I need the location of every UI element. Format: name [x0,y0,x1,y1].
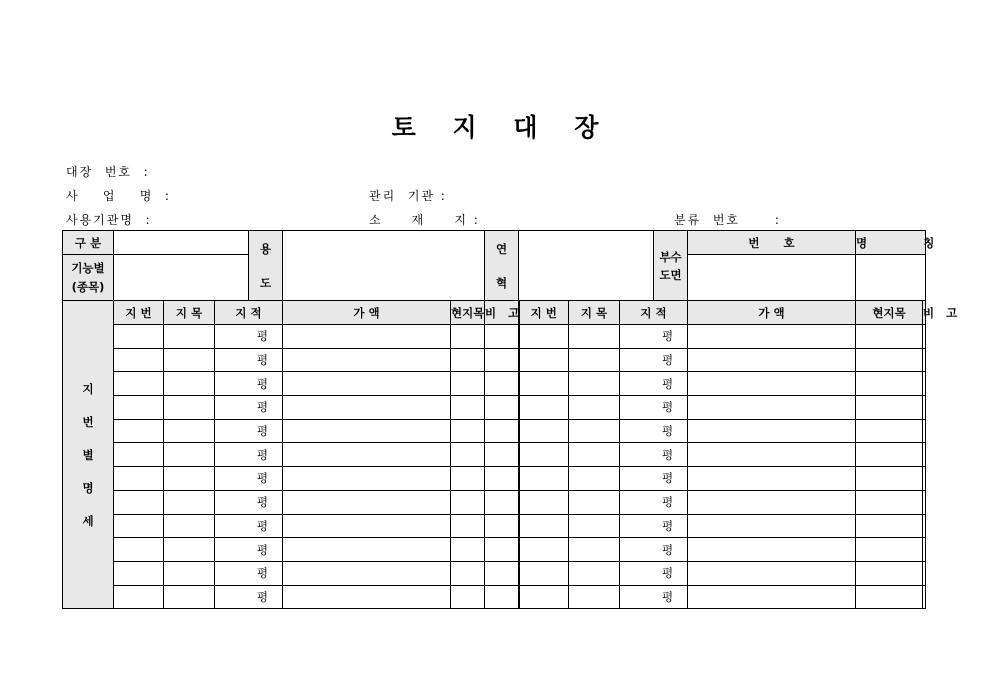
right-price-cell[interactable] [688,585,856,609]
name-header [856,231,935,255]
left-remarks-cell[interactable] [485,419,519,443]
right-col-current-category-header [856,301,923,325]
left-col-lot-number-header [114,301,164,325]
right-land-category-cell[interactable] [569,372,620,396]
right-remarks-cell[interactable] [923,419,926,443]
right-land-category-cell[interactable] [569,419,620,443]
user-agency-label: 사용기관명 : [66,213,152,227]
left-land-category-cell[interactable] [164,561,215,585]
right-lot-number-cell[interactable] [519,419,569,443]
left-remarks-cell[interactable] [485,538,519,562]
column-header-label: 지 적 [235,305,262,320]
yongdo-header [249,231,283,301]
left-col-current-category-header [451,301,485,325]
left-current-category-cell[interactable] [451,561,485,585]
area-unit-label: 평 [256,424,269,439]
column-header-label: 비 고 [923,305,958,320]
left-price-cell[interactable] [283,372,451,396]
right-land-category-cell[interactable] [569,561,620,585]
left-lot-number-cell[interactable] [114,467,164,491]
detail-label-char: 명 [82,480,94,495]
table-row [63,561,926,585]
right-land-category-cell[interactable] [569,490,620,514]
column-header-label: 지 목 [175,305,203,320]
left-land-category-cell[interactable] [164,348,215,372]
left-area-cell[interactable] [215,443,283,467]
right-current-category-cell[interactable] [856,514,923,538]
gubun-value-field[interactable] [114,231,249,255]
left-lot-number-cell[interactable] [114,348,164,372]
right-price-cell[interactable] [688,325,856,349]
right-remarks-cell[interactable] [923,325,926,349]
right-area-cell[interactable] [620,490,688,514]
left-remarks-cell[interactable] [485,396,519,420]
area-unit-label: 평 [256,471,269,486]
left-col-price-header [283,301,451,325]
right-lot-number-cell[interactable] [519,325,569,349]
gubun-label: 구 분 [74,235,102,250]
right-remarks-cell[interactable] [923,443,926,467]
left-land-category-cell[interactable] [164,514,215,538]
left-lot-number-cell[interactable] [114,396,164,420]
right-lot-number-cell[interactable] [519,561,569,585]
ledger-number-label: 대장 번호 : [66,165,150,179]
right-lot-number-cell[interactable] [519,585,569,609]
right-lot-number-cell[interactable] [519,348,569,372]
right-lot-number-cell[interactable] [519,396,569,420]
area-unit-label: 평 [256,353,269,368]
number-label: 번 호 [748,235,795,250]
area-unit-label: 평 [256,542,269,557]
table-row [63,443,926,467]
right-price-cell[interactable] [688,443,856,467]
left-price-cell[interactable] [283,467,451,491]
table-row [63,419,926,443]
left-area-cell[interactable] [215,585,283,609]
left-remarks-cell[interactable] [485,372,519,396]
table-row [63,467,926,491]
right-area-cell[interactable] [620,372,688,396]
table-row [63,372,926,396]
right-remarks-cell[interactable] [923,561,926,585]
right-remarks-cell[interactable] [923,538,926,562]
area-unit-label: 평 [661,424,674,439]
column-header-label: 지 번 [125,305,152,320]
right-lot-number-cell[interactable] [519,490,569,514]
right-land-category-cell[interactable] [569,348,620,372]
left-remarks-cell[interactable] [485,561,519,585]
yongdo-label-1: 용 [259,241,272,256]
function-value-field[interactable] [114,255,249,301]
left-price-cell[interactable] [283,538,451,562]
land-ledger-table [62,230,958,609]
left-col-remarks-header [485,301,519,325]
left-land-category-cell[interactable] [164,443,215,467]
left-land-category-cell[interactable] [164,490,215,514]
page-title: 토 지 대 장 [391,113,613,142]
number-header [688,231,856,255]
right-current-category-cell[interactable] [856,325,923,349]
left-current-category-cell[interactable] [451,419,485,443]
column-header-label: 비 고 [485,305,520,320]
right-col-price-header [688,301,856,325]
name-value-field[interactable] [856,255,926,301]
left-area-cell[interactable] [215,396,283,420]
right-lot-number-cell[interactable] [519,467,569,491]
detail-by-lot-header [63,301,114,609]
area-unit-label: 평 [661,471,674,486]
area-unit-label: 평 [256,589,269,604]
left-lot-number-cell[interactable] [114,419,164,443]
left-lot-number-cell[interactable] [114,372,164,396]
column-header-label: 현지목 [451,305,485,320]
yongdo-label-2: 도 [259,275,272,290]
right-area-cell[interactable] [620,443,688,467]
left-area-cell[interactable] [215,490,283,514]
left-price-cell[interactable] [283,561,451,585]
table-row [63,490,926,514]
left-current-category-cell[interactable] [451,396,485,420]
right-current-category-cell[interactable] [856,419,923,443]
detail-label-char: 세 [82,513,94,528]
area-unit-label: 평 [256,447,269,462]
right-col-remarks-header [923,301,958,325]
left-current-category-cell[interactable] [451,585,485,609]
area-unit-label: 평 [256,400,269,415]
area-unit-label: 평 [661,376,674,391]
area-unit-label: 평 [256,518,269,533]
right-land-category-cell[interactable] [569,396,620,420]
right-price-cell[interactable] [688,490,856,514]
left-col-land-category-header [164,301,215,325]
left-col-area-header [215,301,283,325]
left-price-cell[interactable] [283,490,451,514]
left-current-category-cell[interactable] [451,467,485,491]
table-row [63,538,926,562]
column-header-label: 지 적 [640,305,667,320]
left-price-cell[interactable] [283,325,451,349]
right-current-category-cell[interactable] [856,396,923,420]
detail-label-char: 별 [82,447,94,462]
right-area-cell[interactable] [620,325,688,349]
left-land-category-cell[interactable] [164,585,215,609]
busu-domyeon-header [654,231,688,301]
right-price-cell[interactable] [688,396,856,420]
left-remarks-cell[interactable] [485,467,519,491]
right-remarks-cell[interactable] [923,514,926,538]
right-col-lot-number-header [519,301,569,325]
left-area-cell[interactable] [215,325,283,349]
area-unit-label: 평 [256,566,269,581]
number-value-field[interactable] [688,255,856,301]
left-area-cell[interactable] [215,467,283,491]
right-lot-number-cell[interactable] [519,372,569,396]
left-remarks-cell[interactable] [485,325,519,349]
left-current-category-cell[interactable] [451,538,485,562]
right-remarks-cell[interactable] [923,467,926,491]
left-land-category-cell[interactable] [164,372,215,396]
right-lot-number-cell[interactable] [519,443,569,467]
right-land-category-cell[interactable] [569,514,620,538]
area-unit-label: 평 [661,447,674,462]
yeonhyeok-value-field[interactable] [519,231,654,301]
right-price-cell[interactable] [688,372,856,396]
right-area-cell[interactable] [620,467,688,491]
right-lot-number-cell[interactable] [519,514,569,538]
left-current-category-cell[interactable] [451,372,485,396]
right-price-cell[interactable] [688,419,856,443]
right-price-cell[interactable] [688,538,856,562]
left-lot-number-cell[interactable] [114,325,164,349]
right-remarks-cell[interactable] [923,585,926,609]
left-remarks-cell[interactable] [485,514,519,538]
right-price-cell[interactable] [688,348,856,372]
function-label: 기능별 [71,261,105,275]
right-lot-number-cell[interactable] [519,538,569,562]
area-unit-label: 평 [661,518,674,533]
right-land-category-cell[interactable] [569,443,620,467]
area-unit-label: 평 [661,353,674,368]
area-unit-label: 평 [661,566,674,581]
function-header [63,255,114,301]
left-price-cell[interactable] [283,514,451,538]
left-price-cell[interactable] [283,396,451,420]
left-area-cell[interactable] [215,514,283,538]
left-land-category-cell[interactable] [164,419,215,443]
right-current-category-cell[interactable] [856,561,923,585]
left-lot-number-cell[interactable] [114,443,164,467]
right-area-cell[interactable] [620,348,688,372]
right-remarks-cell[interactable] [923,396,926,420]
left-current-category-cell[interactable] [451,490,485,514]
detail-label-char: 지 [82,381,94,396]
left-area-cell[interactable] [215,372,283,396]
left-land-category-cell[interactable] [164,467,215,491]
busu-label: 부수 [659,249,682,264]
yeonhyeok-label-1: 연 [495,241,508,256]
right-current-category-cell[interactable] [856,372,923,396]
right-area-cell[interactable] [620,396,688,420]
left-price-cell[interactable] [283,348,451,372]
right-price-cell[interactable] [688,561,856,585]
yongdo-value-field[interactable] [283,231,485,301]
right-remarks-cell[interactable] [923,490,926,514]
right-remarks-cell[interactable] [923,348,926,372]
right-current-category-cell[interactable] [856,348,923,372]
left-remarks-cell[interactable] [485,348,519,372]
right-current-category-cell[interactable] [856,443,923,467]
left-current-category-cell[interactable] [451,325,485,349]
left-lot-number-cell[interactable] [114,561,164,585]
yeonhyeok-label-2: 혁 [495,275,508,290]
right-current-category-cell[interactable] [856,490,923,514]
right-area-cell[interactable] [620,561,688,585]
right-current-category-cell[interactable] [856,585,923,609]
left-land-category-cell[interactable] [164,325,215,349]
column-header-label: 가 액 [353,305,380,320]
column-header-label: 지 번 [530,305,557,320]
area-unit-label: 평 [661,589,674,604]
managing-agency-label: 관리 기관 : [369,189,447,203]
left-remarks-cell[interactable] [485,490,519,514]
left-price-cell[interactable] [283,443,451,467]
left-lot-number-cell[interactable] [114,585,164,609]
left-lot-number-cell[interactable] [114,490,164,514]
column-header-label: 지 목 [580,305,608,320]
right-current-category-cell[interactable] [856,538,923,562]
name-label: 명 칭 [856,235,935,250]
left-area-cell[interactable] [215,561,283,585]
column-header-label: 현지목 [872,305,906,320]
area-unit-label: 평 [256,329,269,344]
right-col-area-header [620,301,688,325]
area-unit-label: 평 [661,329,674,344]
area-unit-label: 평 [256,495,269,510]
left-area-cell[interactable] [215,348,283,372]
right-area-cell[interactable] [620,419,688,443]
left-land-category-cell[interactable] [164,538,215,562]
left-lot-number-cell[interactable] [114,514,164,538]
project-name-label: 사 업 명 : [66,189,171,203]
left-price-cell[interactable] [283,419,451,443]
right-current-category-cell[interactable] [856,467,923,491]
right-area-cell[interactable] [620,514,688,538]
right-area-cell[interactable] [620,538,688,562]
right-land-category-cell[interactable] [569,585,620,609]
detail-label-char: 번 [82,414,94,429]
left-current-category-cell[interactable] [451,443,485,467]
left-remarks-cell[interactable] [485,585,519,609]
right-land-category-cell[interactable] [569,325,620,349]
right-col-land-category-header [569,301,620,325]
right-remarks-cell[interactable] [923,372,926,396]
area-unit-label: 평 [256,376,269,391]
left-area-cell[interactable] [215,538,283,562]
table-row [63,585,926,609]
left-area-cell[interactable] [215,419,283,443]
right-price-cell[interactable] [688,467,856,491]
category-label: (종목) [71,280,105,294]
right-land-category-cell[interactable] [569,538,620,562]
location-label: 소 재 지 : [369,213,480,227]
left-lot-number-cell[interactable] [114,538,164,562]
table-row [63,348,926,372]
area-unit-label: 평 [661,495,674,510]
gubun-header [63,231,114,255]
left-land-category-cell[interactable] [164,396,215,420]
classification-number-label: 분류 번호 : [674,213,781,227]
left-remarks-cell[interactable] [485,443,519,467]
yeonhyeok-header [485,231,519,301]
left-price-cell[interactable] [283,585,451,609]
domyeon-label: 도면 [659,267,682,282]
right-price-cell[interactable] [688,514,856,538]
area-unit-label: 평 [661,400,674,415]
area-unit-label: 평 [661,542,674,557]
table-row [63,514,926,538]
column-header-label: 가 액 [758,305,785,320]
table-row [63,325,926,349]
left-current-category-cell[interactable] [451,348,485,372]
right-land-category-cell[interactable] [569,467,620,491]
right-area-cell[interactable] [620,585,688,609]
left-current-category-cell[interactable] [451,514,485,538]
table-row [63,396,926,420]
